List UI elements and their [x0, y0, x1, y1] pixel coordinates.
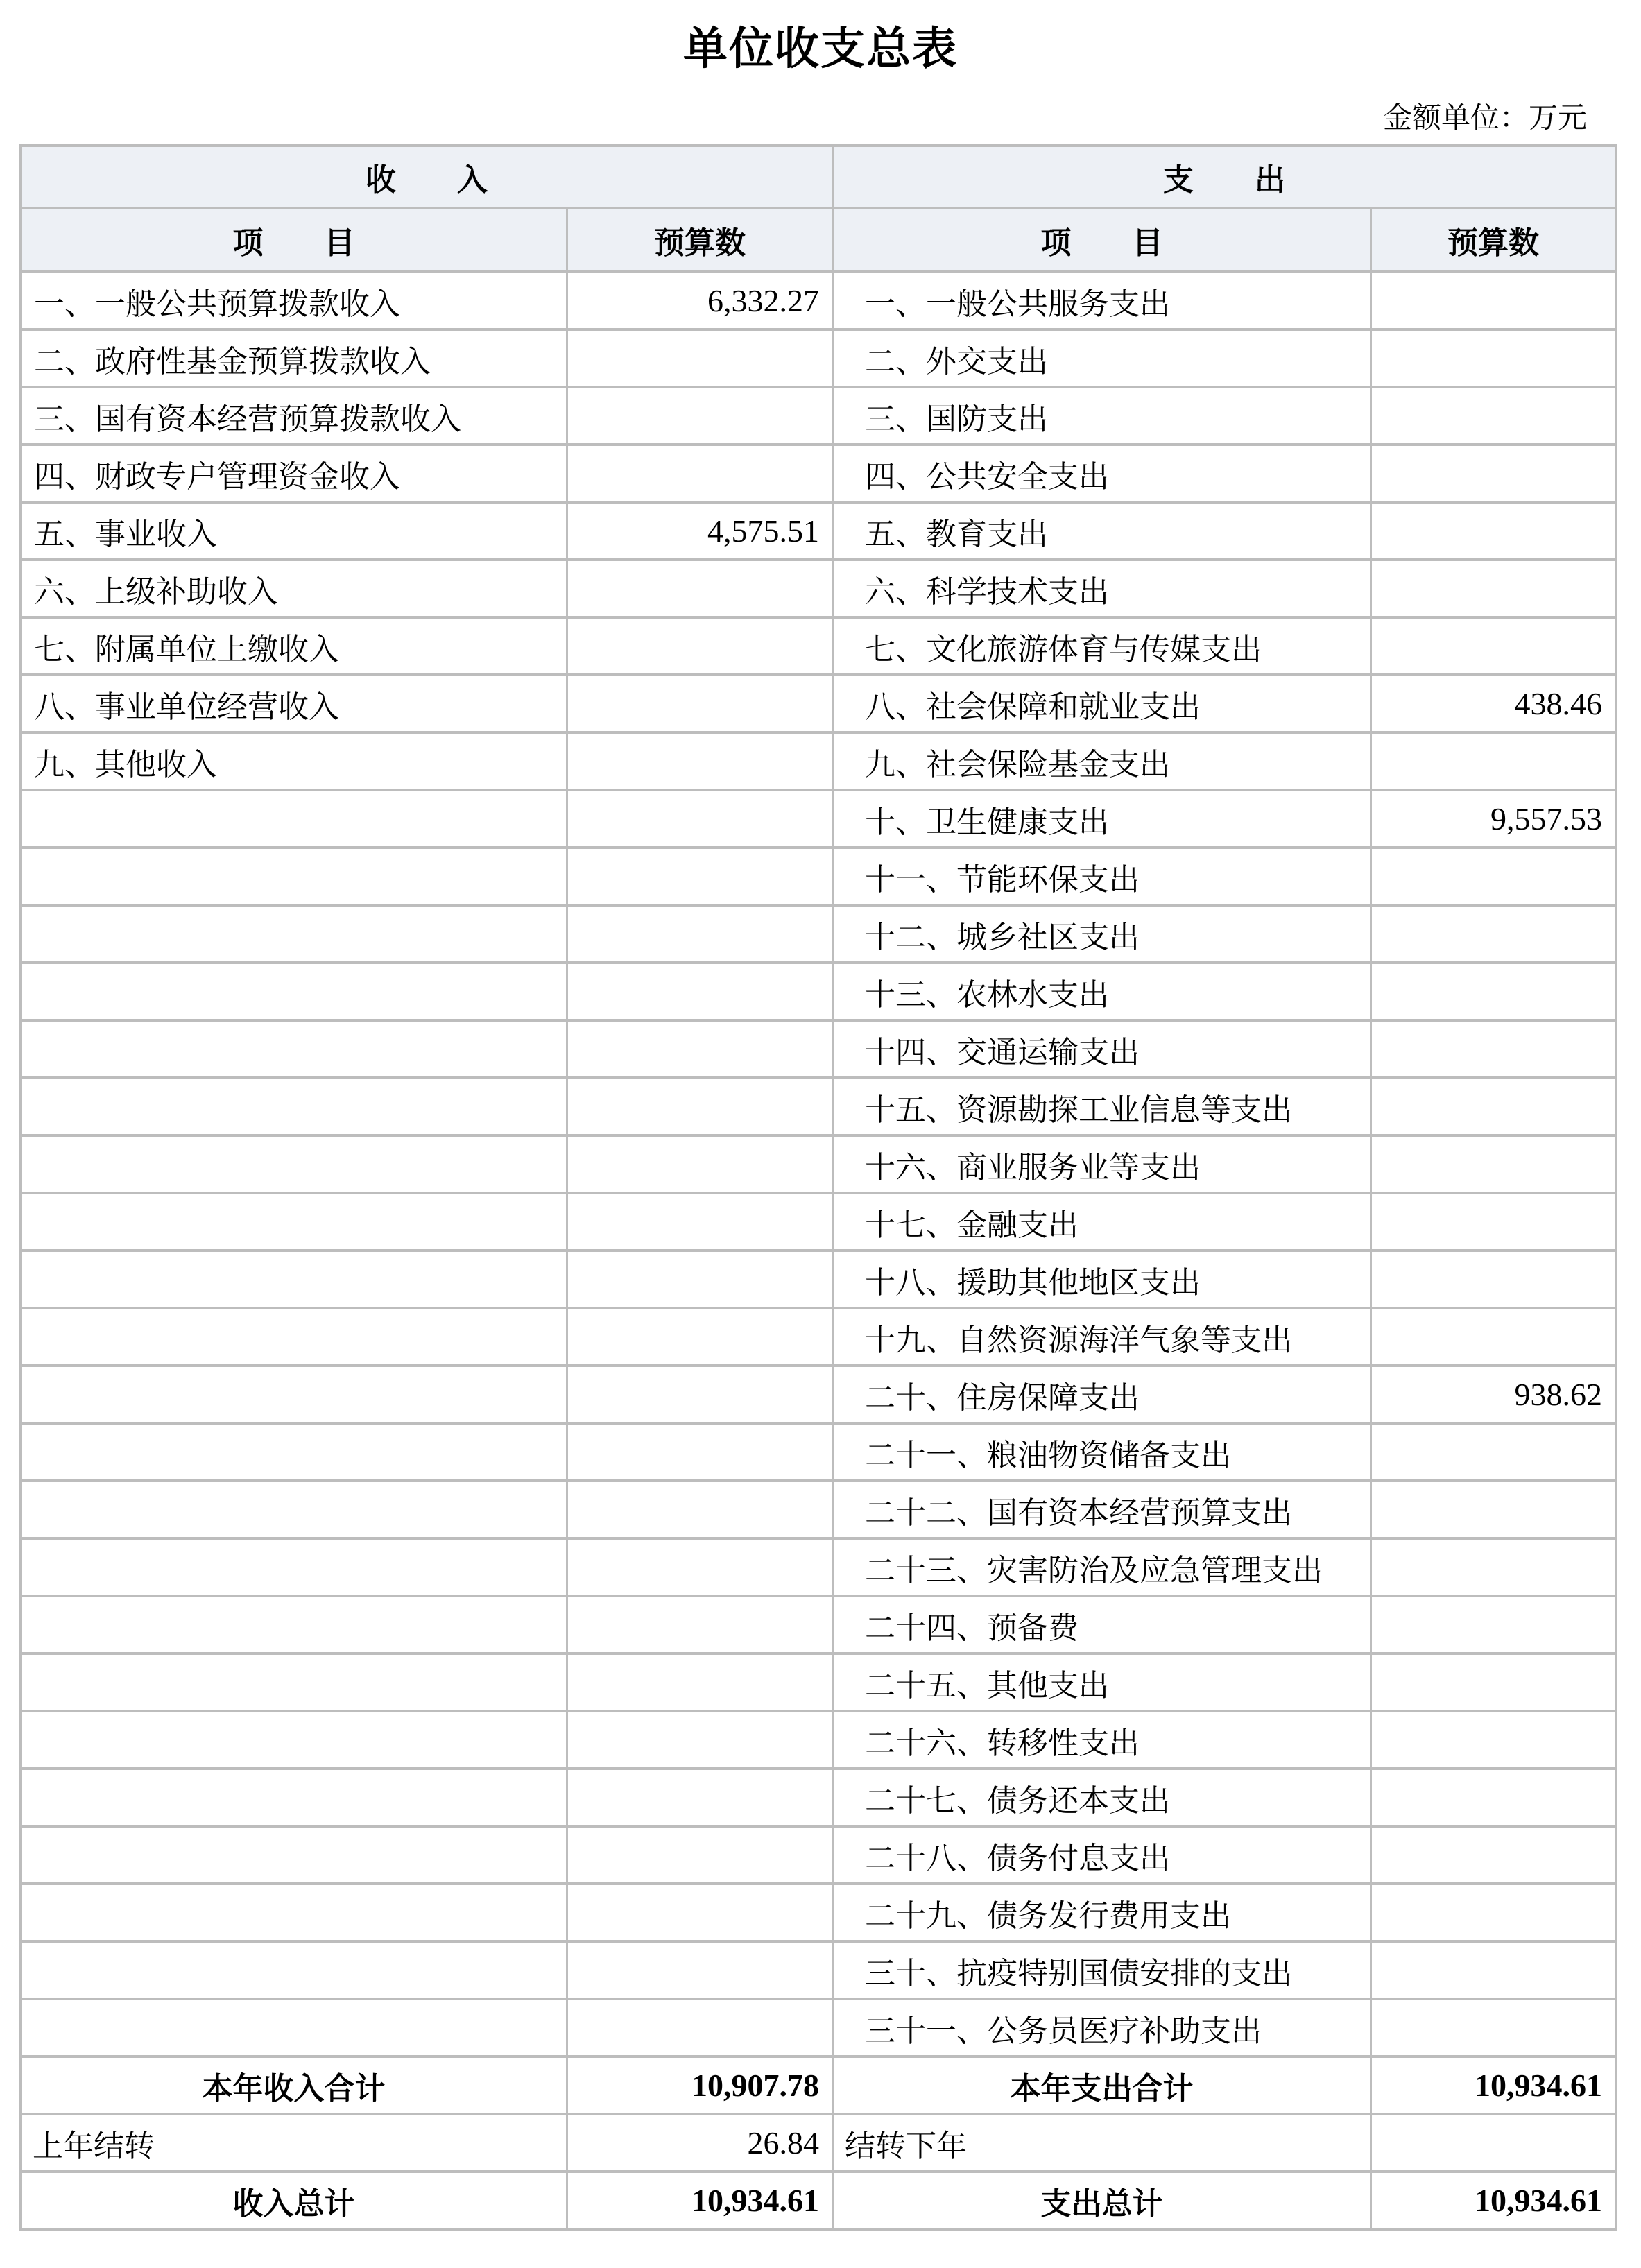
income-budget-cell	[567, 1308, 833, 1366]
expense-budget-column-header: 预算数	[1371, 208, 1616, 272]
expense-item-cell: 十二、城乡社区支出	[833, 905, 1371, 963]
expense-item-cell: 二十二、国有资本经营预算支出	[833, 1481, 1371, 1538]
expense-budget-cell	[1371, 1481, 1616, 1538]
table-row	[21, 1251, 1616, 1308]
income-budget-cell	[567, 1423, 833, 1481]
income-item-cell	[21, 1538, 567, 1596]
table-row	[21, 1020, 1616, 1078]
income-item-cell	[21, 1999, 567, 2056]
income-item-cell	[21, 1711, 567, 1769]
income-item-cell: 六、上级补助收入	[21, 560, 567, 617]
table-row	[21, 1308, 1616, 1366]
income-item-cell	[21, 905, 567, 963]
table-row	[21, 1423, 1616, 1481]
expense-item-cell: 三十、抗疫特别国债安排的支出	[833, 1941, 1371, 1999]
carryover-row	[21, 2114, 1616, 2172]
table-row	[21, 1366, 1616, 1423]
expense-item-cell: 二十九、债务发行费用支出	[833, 1884, 1371, 1941]
expense-budget-cell	[1371, 1193, 1616, 1251]
expense-budget-cell: 9,557.53	[1371, 790, 1616, 848]
table-row	[21, 272, 1616, 329]
income-budget-cell	[567, 1711, 833, 1769]
income-item-cell: 三、国有资本经营预算拨款收入	[21, 387, 567, 445]
expense-budget-cell	[1371, 1538, 1616, 1596]
table-row	[21, 1135, 1616, 1193]
income-budget-cell	[567, 1251, 833, 1308]
income-item-cell	[21, 1020, 567, 1078]
income-budget-column-header: 预算数	[567, 208, 833, 272]
income-item-cell: 八、事业单位经营收入	[21, 675, 567, 732]
table-body	[21, 272, 1616, 2056]
expense-budget-cell: 938.62	[1371, 1366, 1616, 1423]
expense-budget-cell	[1371, 1308, 1616, 1366]
expense-item-cell: 三十一、公务员医疗补助支出	[833, 1999, 1371, 2056]
income-item-cell: 七、附属单位上缴收入	[21, 617, 567, 675]
expense-item-cell: 十三、农林水支出	[833, 963, 1371, 1020]
expense-item-cell: 十七、金融支出	[833, 1193, 1371, 1251]
expense-item-cell: 八、社会保障和就业支出	[833, 675, 1371, 732]
income-budget-cell	[567, 560, 833, 617]
table-row	[21, 560, 1616, 617]
income-total-label: 收入总计	[21, 2172, 567, 2229]
income-total-value: 10,934.61	[567, 2172, 833, 2229]
table-row	[21, 1653, 1616, 1711]
subtotal-row	[21, 2056, 1616, 2114]
table-row	[21, 848, 1616, 905]
expense-budget-cell	[1371, 1941, 1616, 1999]
income-item-cell	[21, 1366, 567, 1423]
income-budget-cell	[567, 1366, 833, 1423]
unit-note: 金额单位：万元	[1382, 103, 1587, 135]
income-item-cell: 九、其他收入	[21, 732, 567, 790]
expense-budget-cell	[1371, 1769, 1616, 1826]
expense-budget-cell	[1371, 1596, 1616, 1653]
expense-item-cell: 三、国防支出	[833, 387, 1371, 445]
income-item-cell	[21, 1481, 567, 1538]
expense-item-cell: 二十五、其他支出	[833, 1653, 1371, 1711]
expense-item-cell: 十八、援助其他地区支出	[833, 1251, 1371, 1308]
income-budget-cell	[567, 675, 833, 732]
table-row	[21, 1826, 1616, 1884]
income-item-cell: 五、事业收入	[21, 502, 567, 560]
expense-item-cell: 二十、住房保障支出	[833, 1366, 1371, 1423]
table-row	[21, 1711, 1616, 1769]
table-row	[21, 1193, 1616, 1251]
carryover-from-last-year-value: 26.84	[567, 2114, 833, 2172]
income-budget-cell	[567, 1653, 833, 1711]
expense-item-column-header: 项 目	[833, 208, 1371, 272]
income-item-column-header: 项 目	[21, 208, 567, 272]
income-item-cell	[21, 1884, 567, 1941]
table-row	[21, 1538, 1616, 1596]
income-item-cell: 二、政府性基金预算拨款收入	[21, 329, 567, 387]
expense-budget-cell	[1371, 272, 1616, 329]
income-budget-cell	[567, 1481, 833, 1538]
income-item-cell	[21, 1826, 567, 1884]
expense-budget-cell	[1371, 329, 1616, 387]
income-section-header: 收 入	[21, 146, 833, 208]
income-budget-cell	[567, 790, 833, 848]
expense-budget-cell	[1371, 1653, 1616, 1711]
expense-budget-cell	[1371, 1020, 1616, 1078]
expense-budget-cell	[1371, 1135, 1616, 1193]
expense-budget-cell	[1371, 848, 1616, 905]
income-item-cell	[21, 963, 567, 1020]
table-row	[21, 445, 1616, 502]
income-item-cell: 四、财政专户管理资金收入	[21, 445, 567, 502]
income-item-cell	[21, 790, 567, 848]
income-item-cell	[21, 1135, 567, 1193]
table-row	[21, 1884, 1616, 1941]
income-item-cell	[21, 1596, 567, 1653]
grand-total-row	[21, 2172, 1616, 2229]
income-item-cell	[21, 1653, 567, 1711]
income-budget-cell	[567, 1999, 833, 2056]
income-item-cell	[21, 1769, 567, 1826]
table-row	[21, 502, 1616, 560]
expense-item-cell: 五、教育支出	[833, 502, 1371, 560]
expense-budget-cell	[1371, 1826, 1616, 1884]
income-item-cell	[21, 1308, 567, 1366]
income-budget-cell	[567, 1538, 833, 1596]
expense-item-cell: 一、一般公共服务支出	[833, 272, 1371, 329]
expense-budget-cell	[1371, 905, 1616, 963]
expense-budget-cell	[1371, 502, 1616, 560]
income-subtotal-value: 10,907.78	[567, 2056, 833, 2114]
expense-budget-cell	[1371, 387, 1616, 445]
column-header-row	[21, 208, 1616, 272]
table-row	[21, 1481, 1616, 1538]
expense-item-cell: 二十八、债务付息支出	[833, 1826, 1371, 1884]
table-row	[21, 675, 1616, 732]
page-title: 单位收支总表	[683, 24, 958, 74]
income-budget-cell	[567, 329, 833, 387]
expense-item-cell: 十六、商业服务业等支出	[833, 1135, 1371, 1193]
expense-item-cell: 二十七、债务还本支出	[833, 1769, 1371, 1826]
expense-item-cell: 十、卫生健康支出	[833, 790, 1371, 848]
table-row	[21, 617, 1616, 675]
table-row	[21, 1941, 1616, 1999]
income-budget-cell	[567, 963, 833, 1020]
income-item-cell	[21, 1193, 567, 1251]
expense-budget-cell	[1371, 1078, 1616, 1135]
income-budget-cell	[567, 445, 833, 502]
table-row	[21, 1769, 1616, 1826]
income-budget-cell	[567, 1884, 833, 1941]
income-item-cell	[21, 1078, 567, 1135]
table-row	[21, 329, 1616, 387]
income-budget-cell	[567, 905, 833, 963]
expense-budget-cell	[1371, 617, 1616, 675]
income-budget-cell	[567, 1596, 833, 1653]
expense-item-cell: 九、社会保险基金支出	[833, 732, 1371, 790]
expense-subtotal-label: 本年支出合计	[833, 2056, 1371, 2114]
expense-subtotal-value: 10,934.61	[1371, 2056, 1616, 2114]
expense-total-value: 10,934.61	[1371, 2172, 1616, 2229]
table-footer	[21, 2056, 1616, 2229]
expense-item-cell: 七、文化旅游体育与传媒支出	[833, 617, 1371, 675]
expense-item-cell: 六、科学技术支出	[833, 560, 1371, 617]
expense-total-label: 支出总计	[833, 2172, 1371, 2229]
income-budget-cell	[567, 732, 833, 790]
income-budget-cell	[567, 617, 833, 675]
income-budget-cell	[567, 1078, 833, 1135]
income-item-cell	[21, 848, 567, 905]
table-header	[21, 146, 1616, 272]
table-row	[21, 963, 1616, 1020]
income-budget-cell: 6,332.27	[567, 272, 833, 329]
expense-budget-cell	[1371, 1251, 1616, 1308]
expense-item-cell: 二、外交支出	[833, 329, 1371, 387]
income-budget-cell	[567, 1826, 833, 1884]
expense-item-cell: 十四、交通运输支出	[833, 1020, 1371, 1078]
expense-budget-cell	[1371, 963, 1616, 1020]
carryover-to-next-year-value	[1371, 2114, 1616, 2172]
expense-budget-cell	[1371, 445, 1616, 502]
income-budget-cell	[567, 1020, 833, 1078]
table-row	[21, 387, 1616, 445]
expense-item-cell: 十一、节能环保支出	[833, 848, 1371, 905]
income-item-cell: 一、一般公共预算拨款收入	[21, 272, 567, 329]
income-expense-summary-table	[19, 144, 1617, 2231]
income-budget-cell: 4,575.51	[567, 502, 833, 560]
income-budget-cell	[567, 1941, 833, 1999]
income-budget-cell	[567, 1135, 833, 1193]
income-subtotal-label: 本年收入合计	[21, 2056, 567, 2114]
expense-item-cell: 二十一、粮油物资储备支出	[833, 1423, 1371, 1481]
expense-budget-cell	[1371, 1999, 1616, 2056]
table-row	[21, 1999, 1616, 2056]
table-row	[21, 1078, 1616, 1135]
expense-item-cell: 二十四、预备费	[833, 1596, 1371, 1653]
expense-budget-cell	[1371, 732, 1616, 790]
expense-budget-cell	[1371, 560, 1616, 617]
expense-item-cell: 十五、资源勘探工业信息等支出	[833, 1078, 1371, 1135]
carryover-from-last-year-label: 上年结转	[21, 2114, 567, 2172]
expense-item-cell: 十九、自然资源海洋气象等支出	[833, 1308, 1371, 1366]
expense-budget-cell	[1371, 1884, 1616, 1941]
income-budget-cell	[567, 1193, 833, 1251]
income-budget-cell	[567, 387, 833, 445]
income-item-cell	[21, 1941, 567, 1999]
income-item-cell	[21, 1423, 567, 1481]
table-row	[21, 790, 1616, 848]
carryover-to-next-year-label: 结转下年	[833, 2114, 1371, 2172]
table-row	[21, 1596, 1616, 1653]
income-item-cell	[21, 1251, 567, 1308]
income-budget-cell	[567, 848, 833, 905]
expense-budget-cell	[1371, 1711, 1616, 1769]
expense-item-cell: 二十三、灾害防治及应急管理支出	[833, 1538, 1371, 1596]
expense-budget-cell	[1371, 1423, 1616, 1481]
table-row	[21, 905, 1616, 963]
expense-item-cell: 二十六、转移性支出	[833, 1711, 1371, 1769]
income-budget-cell	[567, 1769, 833, 1826]
expense-section-header: 支 出	[833, 146, 1616, 208]
section-header-row	[21, 146, 1616, 208]
expense-budget-cell: 438.46	[1371, 675, 1616, 732]
expense-item-cell: 四、公共安全支出	[833, 445, 1371, 502]
table-row	[21, 732, 1616, 790]
